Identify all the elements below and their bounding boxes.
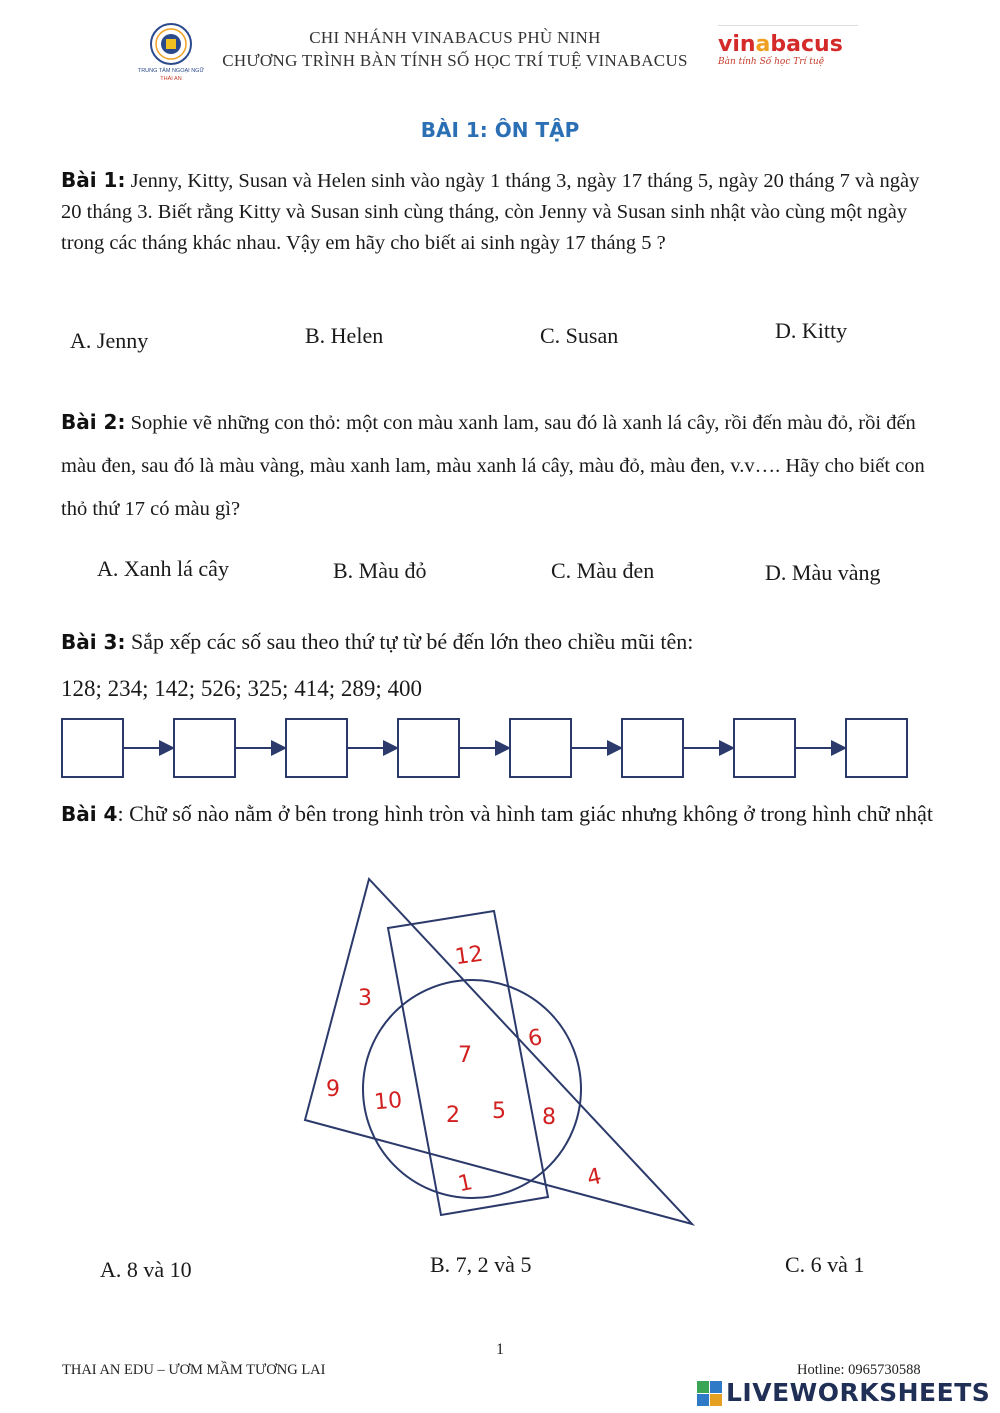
question-4 [61, 797, 941, 831]
figure-number-3: 3 [358, 986, 372, 1011]
logo-caption-2: THÁI AN [160, 76, 182, 82]
question-4-text: : Chữ số nào nằm ở bên trong hình tròn và hình tam giác nhưng không ở trong hình chữ nhật [117, 801, 933, 826]
figure-number-6: 6 [526, 1025, 545, 1053]
question-3-text: Sắp xếp các số sau theo thứ tự từ bé đến lớn theo chiều mũi tên: [125, 629, 694, 654]
q1-option-b[interactable]: B. Helen [305, 323, 384, 348]
brand-part-3: bacus [770, 32, 843, 57]
answer-box-3[interactable] [285, 718, 348, 778]
q4-option-b[interactable]: B. 7, 2 và 5 [430, 1252, 532, 1277]
brand-part-2: a [755, 32, 771, 57]
q4-option-a[interactable]: A. 8 và 10 [100, 1257, 192, 1282]
liveworksheets-wordmark: LIVEWORKSHEETS [726, 1378, 991, 1407]
answer-box-6[interactable] [621, 718, 684, 778]
question-3 [61, 626, 961, 658]
logo-caption-1: TRUNG TÂM NGOẠI NGỮ [137, 68, 205, 74]
q1-option-c[interactable]: C. Susan [540, 323, 619, 348]
figure-number-12: 12 [453, 941, 485, 971]
liveworksheets-badge [697, 1378, 997, 1410]
question-4-label: Bài 4 [61, 802, 118, 826]
question-1-text: Jenny, Kitty, Susan và Helen sinh vào ngày 1 tháng 3, ngày 17 tháng 5, ngày 20 tháng 7 và ngày 20 tháng 3. Biết rằng Kitty và Susan sinh cùng tháng, còn Jenny và Susan sinh nhật vào cùng một ngày trong các tháng khác nhau. Vậy em hãy cho biết ai sinh ngày 17 tháng 5 ? [61, 170, 920, 254]
q2-option-d[interactable]: D. Màu vàng [765, 560, 881, 585]
liveworksheets-icon [697, 1381, 723, 1407]
q1-option-d[interactable]: D. Kitty [775, 318, 848, 343]
figure-number-4: 4 [584, 1163, 604, 1192]
q2-option-b[interactable]: B. Màu đỏ [333, 558, 427, 583]
answer-box-4[interactable] [397, 718, 460, 778]
answer-box-1[interactable] [61, 718, 124, 778]
shapes-figure [290, 870, 710, 1230]
question-1-label: Bài 1: [61, 168, 126, 192]
q2-option-a[interactable]: A. Xanh lá cây [97, 556, 229, 581]
question-3-numbers: 128; 234; 142; 526; 325; 414; 289; 400 [61, 676, 422, 701]
answer-box-chain [61, 718, 911, 780]
figure-number-2: 2 [446, 1103, 460, 1128]
vinabacus-logo [718, 25, 858, 74]
q4-option-c[interactable]: C. 6 và 1 [785, 1252, 865, 1277]
header-line-1: CHI NHÁNH VINABACUS PHÙ NINH [309, 28, 601, 47]
question-3-label: Bài 3: [61, 630, 126, 654]
footer-left: THAI AN EDU – ƯƠM MẦM TƯƠNG LAI [62, 1362, 326, 1378]
question-2 [61, 401, 941, 531]
brand-part-1: vin [718, 32, 756, 57]
page-title: BÀI 1: ÔN TẬP [420, 118, 580, 142]
figure-number-10: 10 [373, 1087, 404, 1116]
header-line-2: CHƯƠNG TRÌNH BÀN TÍNH SỐ HỌC TRÍ TUỆ VINABACUS [222, 51, 688, 70]
footer-hotline: Hotline: 0965730588 [797, 1362, 921, 1378]
answer-box-8[interactable] [845, 718, 908, 778]
figure-number-7: 7 [458, 1043, 472, 1068]
figure-number-9: 9 [326, 1077, 340, 1102]
q1-option-a[interactable]: A. Jenny [70, 328, 149, 353]
answer-box-7[interactable] [733, 718, 796, 778]
vinabacus-wordmark [718, 32, 858, 57]
figure-number-5: 5 [492, 1099, 506, 1124]
answer-box-2[interactable] [173, 718, 236, 778]
question-2-label: Bài 2: [61, 410, 126, 434]
figure-number-1: 1 [455, 1169, 475, 1198]
figure-number-8: 8 [542, 1105, 556, 1130]
question-2-text: Sophie vẽ những con thỏ: một con màu xanh lam, sau đó là xanh lá cây, rồi đến màu đỏ, rồi đến màu đen, sau đó là màu vàng, màu xanh lam, màu xanh lá cây, màu đỏ, màu đen, v.v…. Hãy cho biết con thỏ thứ 17 có màu gì? [61, 412, 925, 520]
q2-option-c[interactable]: C. Màu đen [551, 558, 655, 583]
page-number: 1 [496, 1341, 504, 1358]
question-1 [61, 165, 941, 259]
answer-box-5[interactable] [509, 718, 572, 778]
brand-tagline: Bàn tính Số học Trí tuệ [718, 57, 825, 67]
